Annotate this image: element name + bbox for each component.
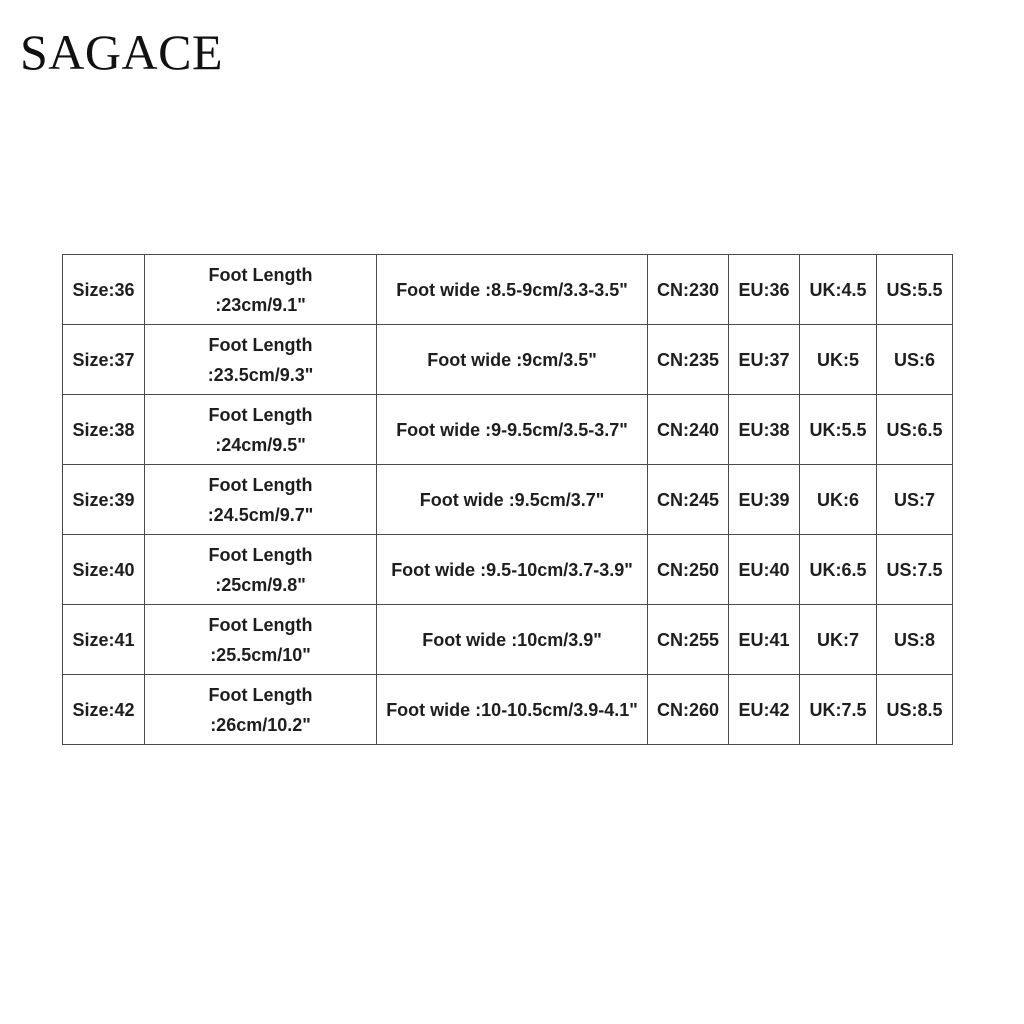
foot-wide-cell: Foot wide :10cm/3.9" xyxy=(377,605,648,675)
uk-size-cell: UK:7 xyxy=(800,605,877,675)
size-cell: Size:42 xyxy=(63,675,145,745)
foot-length-value: :24.5cm/9.7" xyxy=(207,504,314,525)
cn-size-cell: CN:235 xyxy=(648,325,729,395)
size-cell: Size:39 xyxy=(63,465,145,535)
size-cell: Size:40 xyxy=(63,535,145,605)
cn-size-cell: CN:255 xyxy=(648,605,729,675)
foot-length-label: Foot Length xyxy=(208,544,313,565)
foot-length-label: Foot Length xyxy=(208,264,313,285)
uk-size-cell: UK:6.5 xyxy=(800,535,877,605)
us-size-cell: US:6.5 xyxy=(877,395,953,465)
eu-size-cell: EU:42 xyxy=(729,675,800,745)
cn-size-cell: CN:230 xyxy=(648,255,729,325)
uk-size-cell: UK:5 xyxy=(800,325,877,395)
foot-wide-cell: Foot wide :9.5-10cm/3.7-3.9" xyxy=(377,535,648,605)
foot-length-label: Foot Length xyxy=(208,474,313,495)
brand-logo: SAGACE xyxy=(20,24,224,80)
foot-wide-cell: Foot wide :9-9.5cm/3.5-3.7" xyxy=(377,395,648,465)
foot-length-cell xyxy=(145,605,377,675)
foot-length-value: :26cm/10.2" xyxy=(210,714,311,735)
us-size-cell: US:7 xyxy=(877,465,953,535)
foot-length-cell xyxy=(145,465,377,535)
foot-length-value: :25.5cm/10" xyxy=(210,644,311,665)
table-row xyxy=(63,535,953,605)
foot-wide-cell: Foot wide :9.5cm/3.7" xyxy=(377,465,648,535)
foot-length-cell xyxy=(145,255,377,325)
us-size-cell: US:6 xyxy=(877,325,953,395)
cn-size-cell: CN:240 xyxy=(648,395,729,465)
size-cell: Size:37 xyxy=(63,325,145,395)
foot-length-value: :23cm/9.1" xyxy=(215,294,306,315)
foot-wide-cell: Foot wide :9cm/3.5" xyxy=(377,325,648,395)
foot-length-value: :23.5cm/9.3" xyxy=(207,364,314,385)
foot-length-cell xyxy=(145,535,377,605)
table-row xyxy=(63,605,953,675)
us-size-cell: US:7.5 xyxy=(877,535,953,605)
eu-size-cell: EU:37 xyxy=(729,325,800,395)
foot-length-cell xyxy=(145,325,377,395)
eu-size-cell: EU:38 xyxy=(729,395,800,465)
table-row xyxy=(63,255,953,325)
size-chart-body xyxy=(63,255,953,745)
eu-size-cell: EU:36 xyxy=(729,255,800,325)
foot-wide-cell: Foot wide :8.5-9cm/3.3-3.5" xyxy=(377,255,648,325)
foot-length-label: Foot Length xyxy=(208,404,313,425)
foot-length-value: :24cm/9.5" xyxy=(215,434,306,455)
foot-length-value: :25cm/9.8" xyxy=(215,574,306,595)
foot-length-cell xyxy=(145,675,377,745)
uk-size-cell: UK:7.5 xyxy=(800,675,877,745)
table-row xyxy=(63,465,953,535)
eu-size-cell: EU:39 xyxy=(729,465,800,535)
eu-size-cell: EU:41 xyxy=(729,605,800,675)
cn-size-cell: CN:245 xyxy=(648,465,729,535)
uk-size-cell: UK:4.5 xyxy=(800,255,877,325)
table-row xyxy=(63,675,953,745)
uk-size-cell: UK:5.5 xyxy=(800,395,877,465)
size-cell: Size:38 xyxy=(63,395,145,465)
foot-length-label: Foot Length xyxy=(208,334,313,355)
size-cell: Size:41 xyxy=(63,605,145,675)
foot-length-cell xyxy=(145,395,377,465)
size-chart-table xyxy=(62,254,953,745)
size-cell: Size:36 xyxy=(63,255,145,325)
us-size-cell: US:8 xyxy=(877,605,953,675)
cn-size-cell: CN:250 xyxy=(648,535,729,605)
us-size-cell: US:5.5 xyxy=(877,255,953,325)
cn-size-cell: CN:260 xyxy=(648,675,729,745)
foot-wide-cell: Foot wide :10-10.5cm/3.9-4.1" xyxy=(377,675,648,745)
us-size-cell: US:8.5 xyxy=(877,675,953,745)
foot-length-label: Foot Length xyxy=(208,684,313,705)
table-row xyxy=(63,395,953,465)
table-row xyxy=(63,325,953,395)
foot-length-label: Foot Length xyxy=(208,614,313,635)
uk-size-cell: UK:6 xyxy=(800,465,877,535)
eu-size-cell: EU:40 xyxy=(729,535,800,605)
